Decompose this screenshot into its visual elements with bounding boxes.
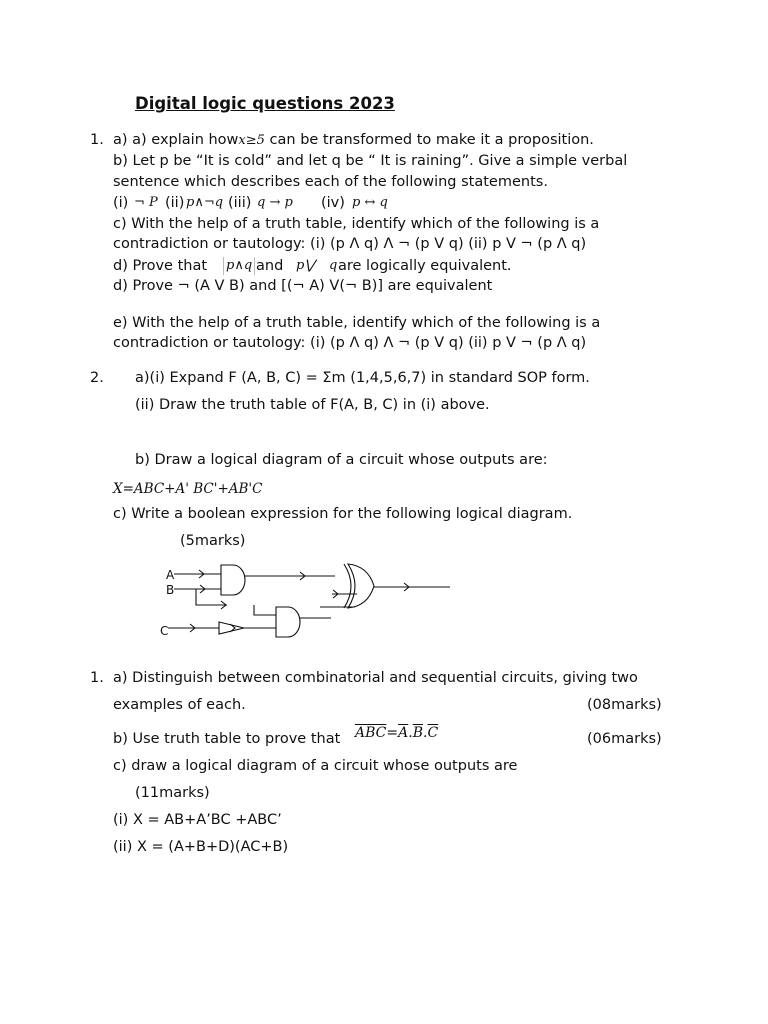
not-gate: [219, 622, 244, 634]
or-gate: [348, 564, 374, 608]
math-a-bar: $\overline{A}$: [398, 725, 409, 741]
math-p-iff-q: p ↔ q: [352, 195, 388, 210]
question-1a-pre: a) a) explain how: [113, 132, 239, 148]
question-1a-post: can be transformed to make it a proposition.: [264, 132, 594, 148]
question-1a: [113, 131, 594, 150]
question-1e-line1: e) With the help of a truth table, identify which of the following is a: [113, 315, 601, 331]
question-3c-ii: (ii) X = (A+B+D)(AC+B): [113, 839, 289, 855]
math-p-or: p⋁: [296, 258, 315, 273]
input-label-a: A: [166, 568, 175, 582]
math-c-bar: $\overline{C}$: [427, 725, 439, 741]
math-b-bar: $\overline{B}$: [412, 725, 423, 741]
question-1d-pre: d) Prove that: [113, 258, 208, 274]
question-1-number: 1.: [90, 132, 104, 148]
and-gate-2: [276, 607, 300, 637]
input-label-c: C: [160, 624, 169, 638]
math-q-implies-p: q → p: [257, 195, 293, 210]
and-gate-1: [221, 565, 245, 595]
question-1e-line2: contradiction or tautology: (i) (p Λ q) Λ ¬ (p V q) (ii) p V ¬ (p Λ q): [113, 335, 587, 351]
question-3b-pre: b) Use truth table to prove that: [113, 731, 341, 747]
question-3c: c) draw a logical diagram of a circuit whose outputs are: [113, 758, 518, 774]
math-p-and-q: p∧q: [223, 257, 255, 275]
page-title: Digital logic questions 2023: [135, 94, 395, 113]
question-2c: c) Write a boolean expression for the following logical diagram.: [113, 506, 573, 522]
question-1b-iv-label: (iv): [321, 195, 345, 211]
math-x-ge-5: x≥5: [238, 133, 265, 148]
math-abc-bar: $\overline{ABC}$: [355, 725, 387, 741]
question-1d-post: are logically equivalent.: [338, 258, 512, 274]
math-dot-1: .: [408, 725, 413, 741]
question-2a-i: a)(i) Expand F (A, B, C) = Σm (1,4,5,6,7) in standard SOP form.: [135, 370, 590, 386]
question-1c-line1: c) With the help of a truth table, identify which of the following is a: [113, 216, 600, 232]
question-1b-line2: sentence which describes each of the following statements.: [113, 174, 548, 190]
question-1c-line2: contradiction or tautology: (i) (p Λ q) Λ ¬ (p V q) (ii) p V ¬ (p Λ q): [113, 236, 587, 252]
question-2-number: 2.: [90, 370, 104, 386]
question-3c-marks: (11marks): [135, 785, 210, 801]
question-2c-marks: (5marks): [180, 533, 246, 549]
or-gate-back-curve: [344, 564, 351, 608]
question-3a-marks: (08marks): [587, 697, 662, 713]
question-1d-second: d) Prove ¬ (A V B) and [(¬ A) V(¬ B)] are equivalent: [113, 278, 493, 294]
question-1b-ii-label: (ii): [165, 195, 185, 211]
question-1b-iii-label: (iii): [228, 195, 252, 211]
question-2a-ii: (ii) Draw the truth table of F(A, B, C) in (i) above.: [135, 397, 490, 413]
question-1d-and: and: [256, 258, 284, 274]
math-p-and-not-q: p∧¬q: [186, 195, 224, 210]
question-3a-line2: examples of each.: [113, 697, 246, 713]
question-1b-line1: b) Let p be “It is cold” and let q be “ It is raining”. Give a simple verbal: [113, 153, 628, 169]
math-not-p: ¬ P: [134, 195, 158, 210]
math-abc-identity: [355, 724, 438, 742]
question-3a-line1: a) Distinguish between combinatorial and sequential circuits, giving two: [113, 670, 638, 686]
input-label-b: B: [166, 583, 175, 597]
question-2b-expression: X=ABC+A' BC'+AB'C: [113, 481, 263, 497]
math-q: q: [329, 258, 338, 273]
math-dot-2: .: [422, 725, 428, 741]
question-3b-marks: (06marks): [587, 731, 662, 747]
question-2b: b) Draw a logical diagram of a circuit whose outputs are:: [135, 452, 548, 468]
math-equals: =: [386, 725, 399, 741]
question-1b-i-label: (i): [113, 195, 129, 211]
question-3-number: 1.: [90, 670, 104, 686]
logic-diagram: [150, 556, 460, 646]
wire-to-and2-top: [254, 605, 276, 615]
question-3c-i: (i) X = AB+A’BC +ABC’: [113, 812, 282, 828]
